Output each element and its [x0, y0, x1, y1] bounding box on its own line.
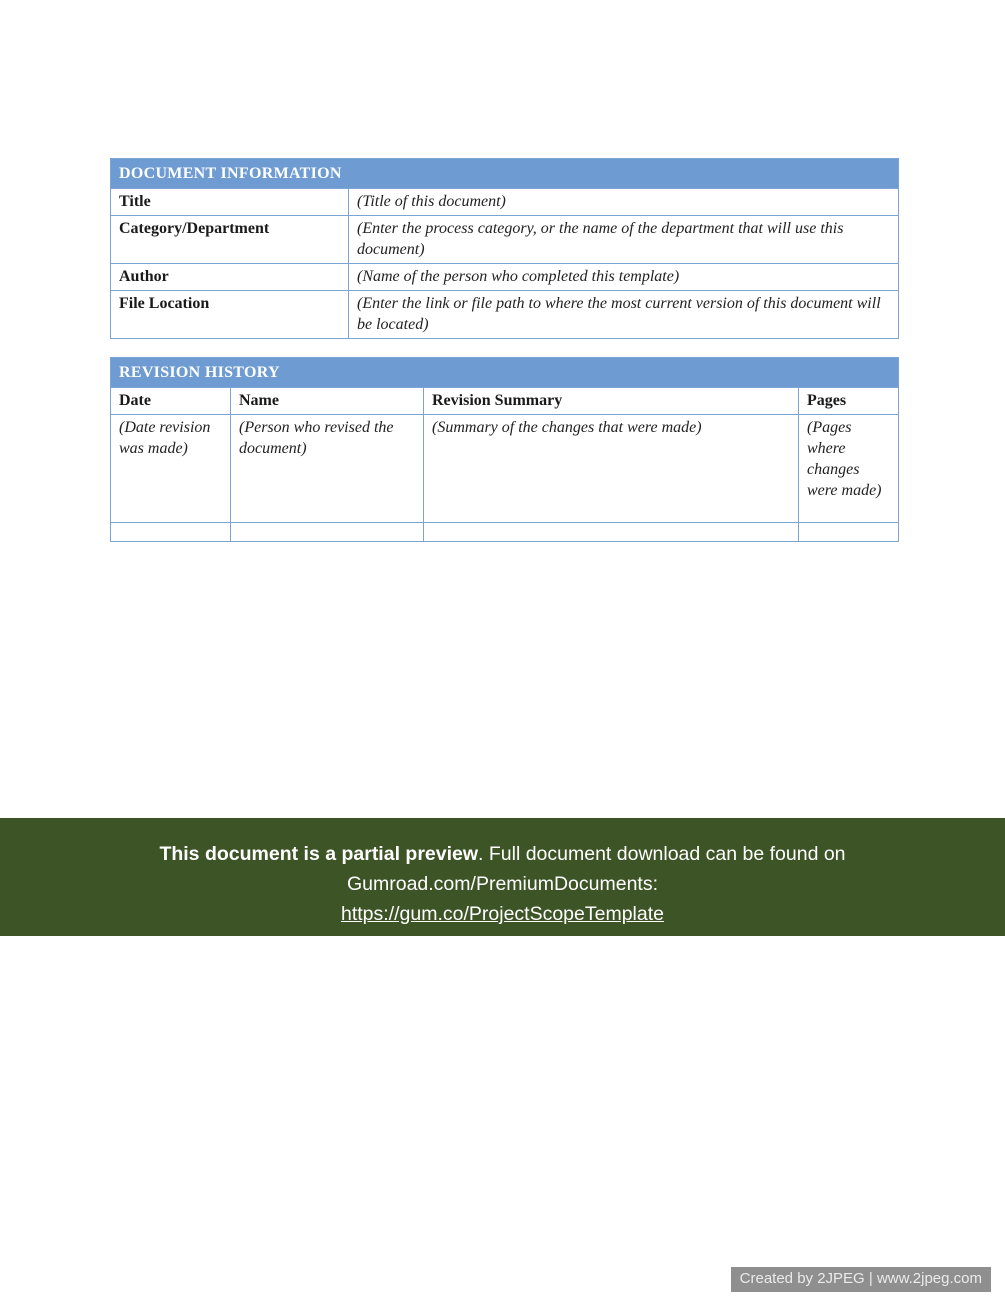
- banner-rest-text: . Full document download can be found on: [478, 843, 846, 865]
- banner-line-3: [0, 899, 1005, 929]
- field-label-author: Author: [111, 264, 349, 291]
- banner-line-1: [0, 839, 1005, 869]
- field-label-title: Title: [111, 189, 349, 216]
- empty-cell: [231, 523, 424, 542]
- table-row: [111, 216, 899, 264]
- watermark: Created by 2JPEG | www.2jpeg.com: [731, 1267, 991, 1292]
- field-label-category: Category/Department: [111, 216, 349, 264]
- table-row-empty: [111, 523, 899, 542]
- column-header-row: [111, 388, 899, 415]
- revision-cell-date: (Date revision was made): [111, 415, 231, 523]
- gumroad-link[interactable]: https://gum.co/ProjectScopeTemplate: [341, 903, 664, 925]
- document-information-table: [110, 158, 899, 339]
- revision-history-section: [110, 357, 898, 542]
- banner-line-2: Gumroad.com/PremiumDocuments:: [346, 873, 658, 895]
- field-value-author: (Name of the person who completed this template): [349, 264, 899, 291]
- banner-bold-text: This document is a partial preview: [159, 843, 479, 865]
- empty-cell: [111, 523, 231, 542]
- field-label-file-location: File Location: [111, 291, 349, 339]
- table-row: [111, 415, 899, 523]
- preview-banner-text: [0, 818, 1005, 929]
- table-row: [111, 264, 899, 291]
- document-information-section: [110, 158, 898, 339]
- revision-cell-summary: (Summary of the changes that were made): [424, 415, 799, 523]
- field-value-category: (Enter the process category, or the name of the department that will use this document): [349, 216, 899, 264]
- field-value-file-location: (Enter the link or file path to where the most current version of this document will be located): [349, 291, 899, 339]
- table-row: [111, 189, 899, 216]
- column-header-revision-summary: Revision Summary: [424, 388, 799, 415]
- field-value-title: (Title of this document): [349, 189, 899, 216]
- column-header-pages: Pages: [799, 388, 899, 415]
- revision-history-title: REVISION HISTORY: [111, 358, 899, 388]
- column-header-name: Name: [231, 388, 424, 415]
- empty-cell: [799, 523, 899, 542]
- table-header-row: [111, 358, 899, 388]
- table-header-row: [111, 159, 899, 189]
- column-header-date: Date: [111, 388, 231, 415]
- revision-cell-name: (Person who revised the document): [231, 415, 424, 523]
- revision-cell-pages: (Pages where changes were made): [799, 415, 899, 523]
- table-row: [111, 291, 899, 339]
- revision-history-table: [110, 357, 899, 542]
- preview-banner: [0, 818, 1005, 936]
- empty-cell: [424, 523, 799, 542]
- document-information-title: DOCUMENT INFORMATION: [111, 159, 899, 189]
